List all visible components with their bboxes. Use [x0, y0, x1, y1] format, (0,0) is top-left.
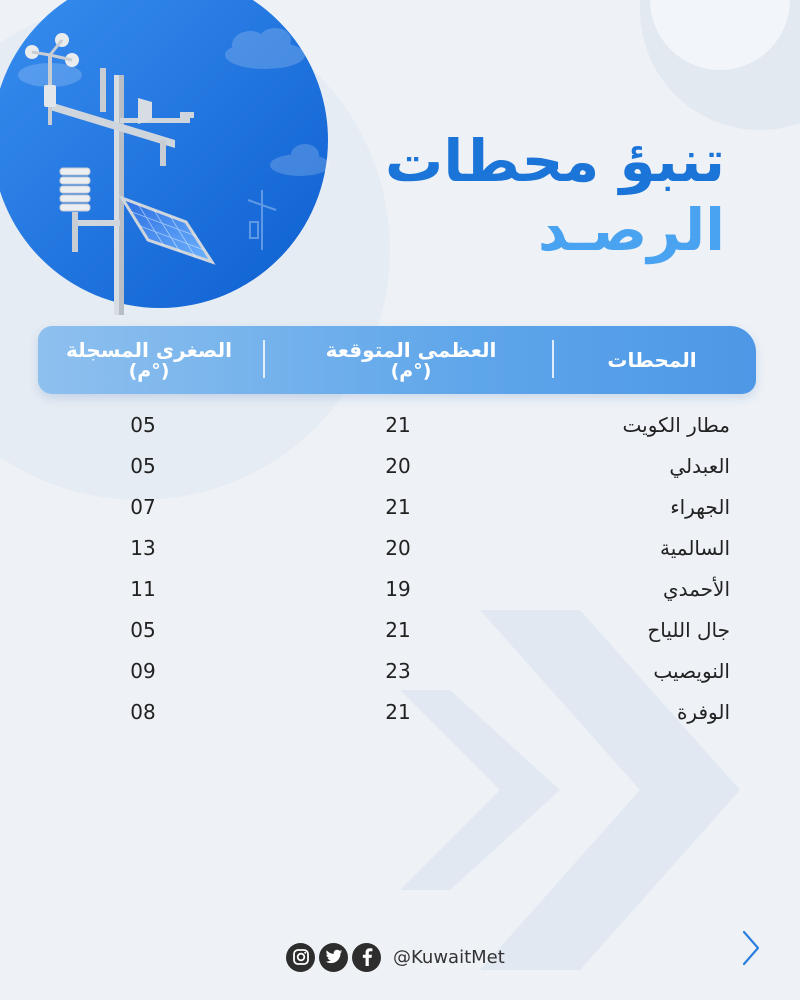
max-temp-value: 23: [385, 659, 411, 683]
title-line-2: الرصـد: [537, 195, 725, 264]
min-temp-value: 11: [130, 577, 156, 601]
twitter-icon[interactable]: [319, 943, 348, 972]
max-temp-value: 20: [385, 454, 411, 478]
header-stations-label: المحطات: [607, 348, 697, 372]
table-row: [0, 487, 800, 527]
max-temp-value: 21: [385, 618, 411, 642]
weather-station-illustration: [0, 0, 340, 320]
max-temp-value: 21: [385, 495, 411, 519]
header-max-temp: [266, 326, 556, 394]
header-max-label: العظمى المتوقعة: [325, 337, 497, 362]
table-header: [38, 326, 756, 394]
min-temp-value: 07: [130, 495, 156, 519]
table-row: [0, 692, 800, 732]
page-title: [325, 128, 725, 263]
min-temp-value: 05: [130, 454, 156, 478]
table-row: [0, 651, 800, 691]
title-line-1: تنبؤ محطات: [385, 127, 725, 195]
table-row: [0, 405, 800, 445]
min-temp-value: 13: [130, 536, 156, 560]
table-row: [0, 569, 800, 609]
header-max-unit: (°م): [390, 359, 432, 382]
instagram-icon[interactable]: [286, 943, 315, 972]
table-row: [0, 610, 800, 650]
table-row: [0, 528, 800, 568]
station-name: النويصيب: [653, 659, 730, 683]
header-min-unit: (°م): [128, 359, 170, 382]
max-temp-value: 21: [385, 700, 411, 724]
social-footer: [286, 941, 505, 973]
station-name: السالمية: [660, 536, 730, 560]
max-temp-value: 19: [385, 577, 411, 601]
station-name: الأحمدي: [662, 577, 730, 601]
min-temp-value: 05: [130, 413, 156, 437]
station-name: العبدلي: [669, 454, 730, 478]
station-name: مطار الكويت: [622, 413, 730, 437]
header-divider: [263, 340, 265, 378]
max-temp-value: 20: [385, 536, 411, 560]
header-min-label: الصغرى المسجلة: [66, 337, 232, 362]
station-name: الوفرة: [676, 700, 730, 724]
chevron-right-icon[interactable]: [738, 928, 764, 968]
max-temp-value: 21: [385, 413, 411, 437]
table-row: [0, 446, 800, 486]
min-temp-value: 05: [130, 618, 156, 642]
station-name: جال اللياح: [647, 618, 730, 642]
facebook-icon[interactable]: [352, 943, 381, 972]
min-temp-value: 08: [130, 700, 156, 724]
header-stations: [562, 326, 742, 394]
header-min-temp: [38, 326, 260, 394]
social-handle[interactable]: @KuwaitMet: [393, 946, 505, 968]
station-name: الجهراء: [670, 495, 730, 519]
min-temp-value: 09: [130, 659, 156, 683]
